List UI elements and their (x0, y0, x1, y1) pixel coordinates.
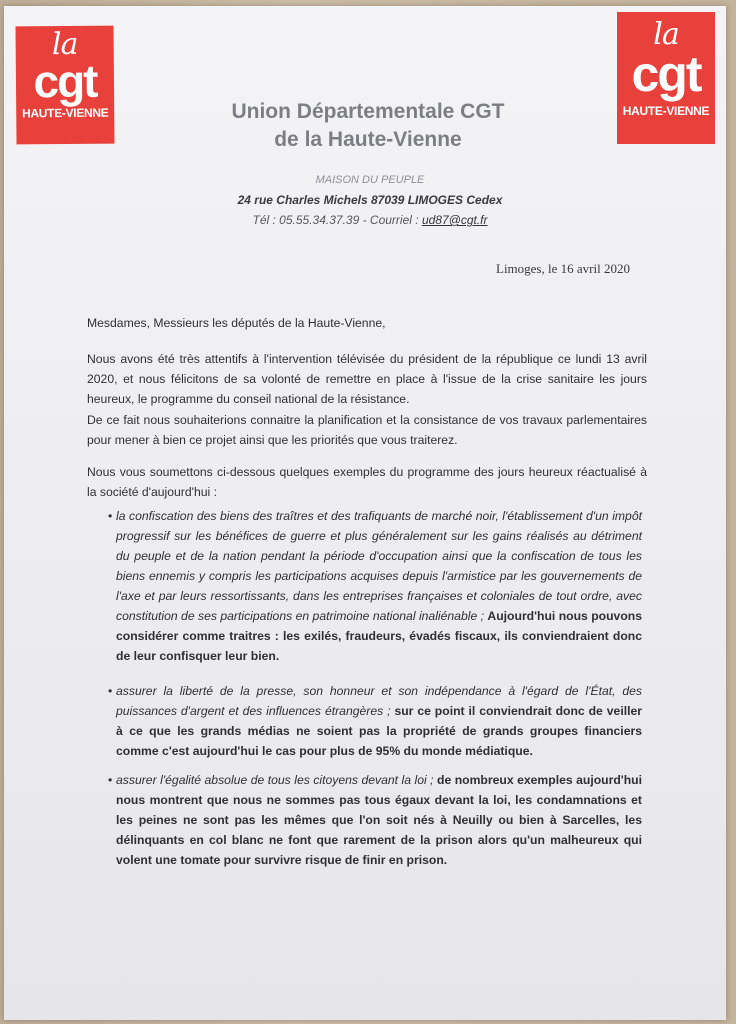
salutation: Mesdames, Messieurs les députés de la Haute-Vienne, (87, 316, 386, 330)
house-name: MAISON DU PEUPLE (315, 174, 425, 186)
email-link[interactable]: ud87@cgt.fr (421, 213, 488, 227)
logo-cgt-text: cgt (33, 54, 97, 108)
bullet-icon: • (108, 509, 113, 523)
cgt-logo-left (15, 26, 114, 145)
logo-region-text: HAUTE-VIENNE (622, 104, 710, 118)
list-item (108, 681, 642, 761)
bullet-italic-text: assurer l'égalité absolue de tous les citoyens devant la loi ; (116, 773, 438, 787)
page-title (160, 98, 576, 154)
logo-la-text: la (653, 17, 679, 52)
bullet-bold-text: de nombreux exemples aujourd'hui nous montrent que nous ne sommes pas tous égaux devant la loi, les condamnations et les peines ne sont pas les mêmes que l'on soit nés à Neuilly ou bien à Sarcelles, les délinquants en col blanc ne font que rarement de la prison alors qu'un malheureux qui volent une tomate pour survivre risque de finir en prison. (116, 773, 642, 867)
logo-region-text: HAUTE-VIENNE (21, 105, 109, 121)
list-item (108, 770, 642, 870)
title-line-2: de la Haute-Vienne (274, 128, 462, 151)
logo-cgt-text: cgt (631, 46, 701, 102)
bullet-italic-text: la confiscation des biens des traîtres et des trafiquants de marché noir, l'établissement d'un impôt progressif sur les bénéfices de guerre et plus généralement sur les gains réalisés au détriment du peuple et de la nation pendant la période d'occupation ainsi que la confiscation de tous les biens ennemis y compris les participations acquises depuis l'armistice par les gouvernements de l'axe et par leurs ressortissants, dans les entreprises françaises et coloniales de tout ordre, avec constitution de ses participations en patrimoine national inaliénable ; (116, 509, 642, 623)
logo-la-text: la (51, 26, 78, 63)
phone-text: Tél : 05.55.34.37.39 - Courriel : (252, 213, 422, 227)
title-line-1: Union Départementale CGT (231, 100, 505, 123)
paragraph-2: De ce fait nous souhaiterions connaitre la planification et la consistance de vos travaux parlementaires pour mener à bien ce projet ainsi que les priorités que vous traiterez. (87, 413, 647, 447)
bullet-italic-text: assurer la liberté de la presse, son honneur et son indépendance à l'égard de l'État, des puissances d'argent et des influences étrangères ; (116, 684, 642, 718)
street-address: 24 rue Charles Michels 87039 LIMOGES Cedex (237, 193, 503, 207)
list-item (108, 506, 642, 666)
bullet-bold-text: sur ce point il conviendrait donc de veiller à ce que les grands médias ne soient pas la propriété de grands groupes financiers comme c'est aujourd'hui le cas pour plus de 95% du monde médiatique. (116, 704, 642, 758)
contact-line (190, 210, 550, 230)
paragraph-3: Nous vous soumettons ci-dessous quelques exemples du programme des jours heureux réactualisé à la société d'aujourd'hui : (87, 465, 647, 499)
letter-date: Limoges, le 16 avril 2020 (496, 261, 630, 276)
bullet-bold-text: Aujourd'hui nous pouvons considérer comme traitres : les exilés, fraudeurs, évadés fiscaux, ils conviendraient donc de leur confisquer leur bien. (116, 609, 642, 663)
paragraph-1: Nous avons été très attentifs à l'intervention télévisée du président de la république ce lundi 13 avril 2020, et nous félicitons de sa volonté de remettre en place à l'issue de la crise sanitaire les jours heureux, le programme du conseil national de la résistance. (87, 352, 647, 406)
bullet-icon: • (108, 684, 113, 698)
address-block (190, 170, 550, 230)
bullet-icon: • (108, 773, 113, 787)
cgt-logo-right (617, 12, 715, 144)
